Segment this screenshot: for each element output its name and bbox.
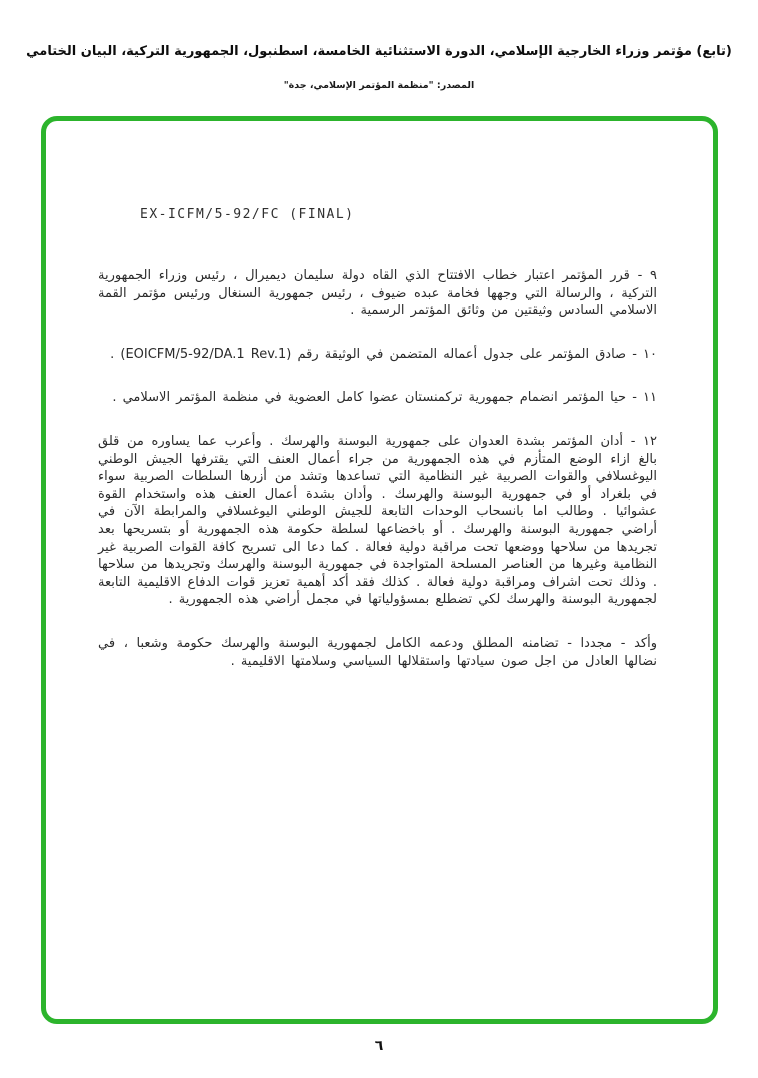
paragraph: ١٠ - صادق المؤتمر على جدول أعماله المتضمن في الوثيقة رقم (EOICFM/5-92/DA.1 Rev.1) . (110, 346, 657, 362)
page-number: ٦ (374, 1038, 384, 1054)
paragraph: وأكد - مجددا - تضامنه المطلق ودعمه الكامل لجمهورية البوسنة والهرسك حكومة وشعبا ، في نضالها العادل من اجل صون سيادتها واستقلالها السياسي وسلامتها الاقليمية . (98, 635, 657, 669)
paragraph: ١٢ - أدان المؤتمر بشدة العدوان على جمهورية البوسنة والهرسك . وأعرب عما يساوره من قلق بالغ ازاء الوضع المتأزم في هذه الجمهورية من جراء أعمال العنف التي يقترفها الجيش الوطني اليوغسلافي والقوات الصربية غير النظامية التي تساعدها وتشد من أزرها السلطات الصربية سواء في بلغراد أو في جمهورية البوسنة والهرسك . وأدان بشدة أعمال العنف هذه واستخدام القوة عشوائيا . وطالب اما بانسحاب الوحدات التابعة للجيش الوطني اليوغسلافي والمرابطة الآن في أراضي جمهورية البوسنة والهرسك . أو باخضاعها لسلطة حكومة هذه الجمهورية أو بتسريحها بعد تجريدها من سلاحها ووضعها تحت مراقبة دولية فعالة . كما دعا الى تسريح كافة القوات الصربية غير النظامية وغيرها من العناصر المسلحة المتواجدة في جمهورية البوسنة والهرسك وتجريدها من سلاحها . وذلك تحت اشراف ومراقبة دولية فعالة . كذلك فقد أكد أهمية تعزيز قوات الدفاع الاقليمية التابعة لجمهورية البوسنة والهرسك لكي تضطلع بمسؤولياتها في مجمل أراضي هذه الجمهورية . (98, 433, 657, 608)
document-reference: EX-ICFM/5-92/FC (FINAL) (140, 207, 355, 222)
paragraph: ٩ - قرر المؤتمر اعتبار خطاب الافتتاح الذي القاه دولة سليمان ديميرال ، رئيس وزراء الجمهورية التركية ، والرسالة التي وجهها فخامة عبده ضيوف ، رئيس جمهورية السنغال ورئيس مؤتمر القمة الاسلامي السادس وثيقتين من وثائق المؤتمر الرسمية . (98, 268, 657, 319)
paragraph: ١١ - حيا المؤتمر انضمام جمهورية تركمنستان عضوا كامل العضوية في منظمة المؤتمر الاسلامي . (112, 390, 657, 406)
header-source: المصدر: "منظمة المؤتمر الإسلامي، جدة" (283, 80, 475, 91)
header-title: (تابع) مؤتمر وزراء الخارجية الإسلامي، الدورة الاستثنائية الخامسة، اسطنبول، الجمهورية التركية، البيان الختامي (26, 44, 732, 59)
document-body (98, 267, 657, 670)
document-frame (41, 116, 718, 1024)
